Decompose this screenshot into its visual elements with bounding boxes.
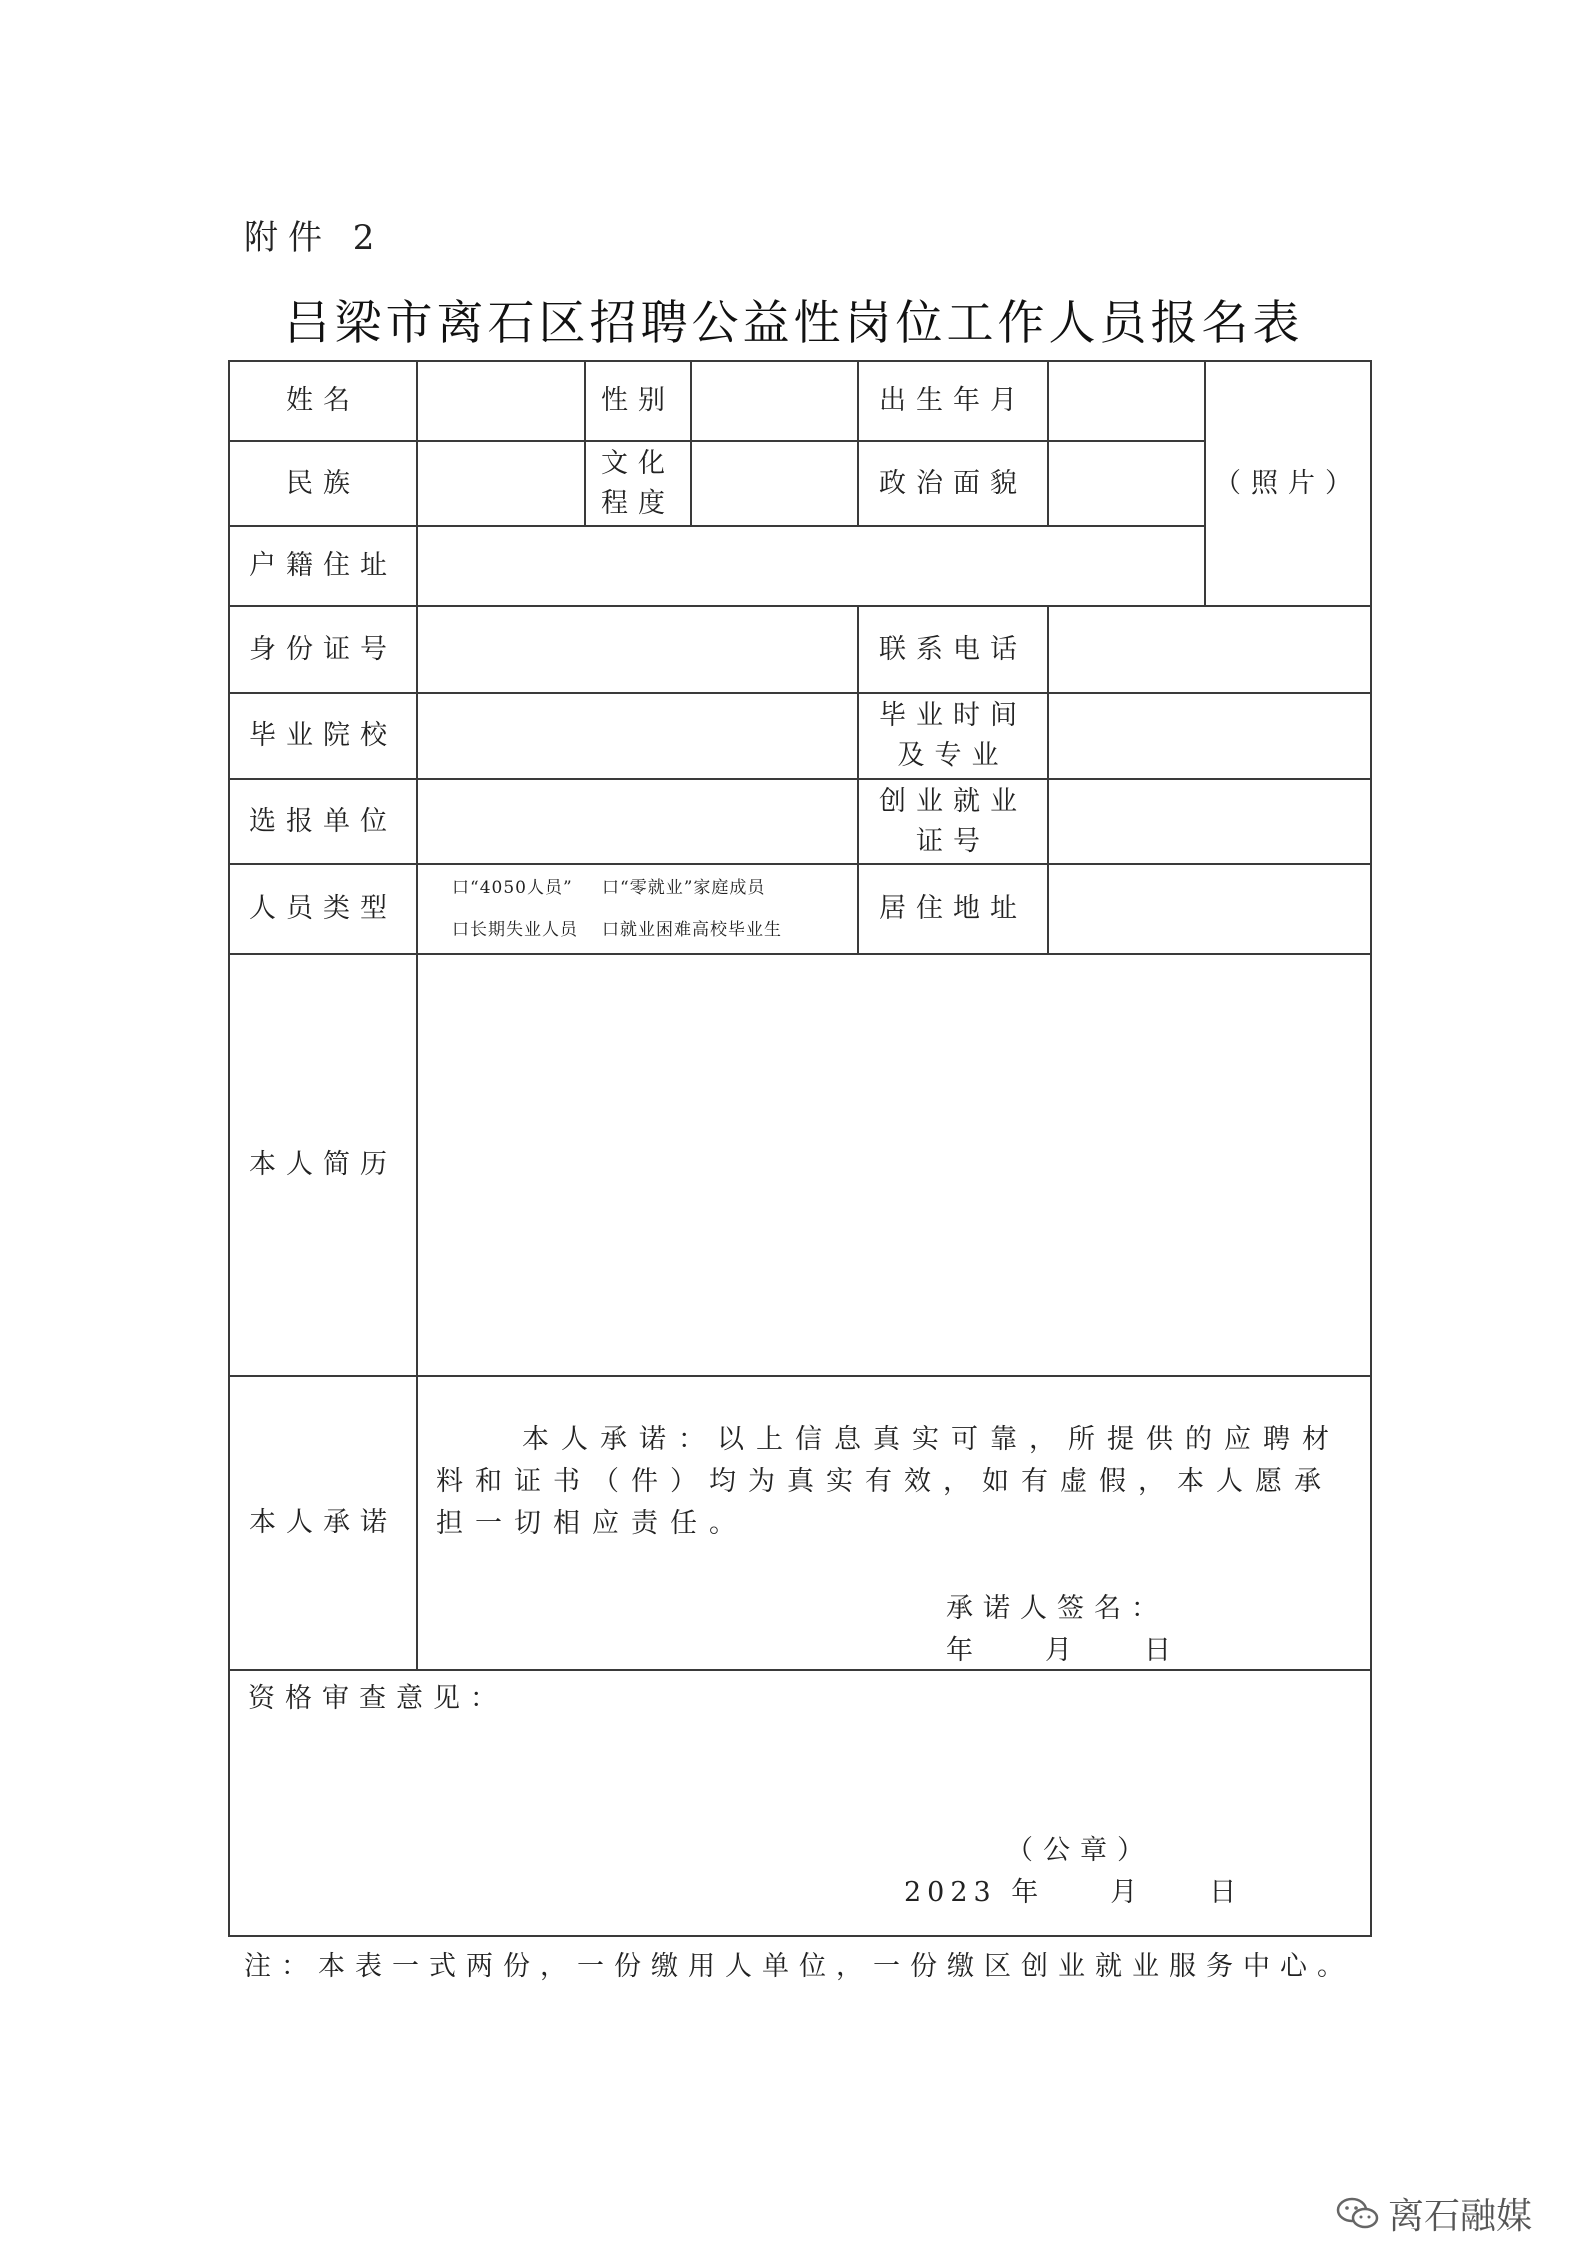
gender-field[interactable] bbox=[691, 361, 858, 441]
gender-label: 性别 bbox=[585, 361, 691, 441]
id-field[interactable] bbox=[417, 606, 858, 693]
school-label: 毕业院校 bbox=[229, 693, 417, 779]
unit-label: 选报单位 bbox=[229, 779, 417, 864]
residence-label: 户籍住址 bbox=[229, 526, 417, 606]
address-field[interactable] bbox=[1048, 864, 1371, 954]
employment-cert-label bbox=[858, 779, 1048, 864]
name-field[interactable] bbox=[417, 361, 585, 441]
person-type-option[interactable]: 口“4050人员” bbox=[452, 878, 573, 898]
ethnicity-field[interactable] bbox=[417, 441, 585, 526]
unit-field[interactable] bbox=[417, 779, 858, 864]
form-title: 吕梁市离石区招聘公益性岗位工作人员报名表 bbox=[283, 296, 1304, 351]
school-field[interactable] bbox=[417, 693, 858, 779]
id-label: 身份证号 bbox=[229, 606, 417, 693]
person-type-option[interactable]: 口就业困难高校毕业生 bbox=[602, 920, 782, 940]
political-label: 政治面貌 bbox=[858, 441, 1048, 526]
address-label: 居住地址 bbox=[858, 864, 1048, 954]
employment-cert-label-line2: 证号 bbox=[916, 825, 990, 857]
grad-label bbox=[858, 693, 1048, 779]
ethnicity-label: 民族 bbox=[229, 441, 417, 526]
signature-label[interactable]: 承诺人签名： bbox=[946, 1593, 1168, 1624]
employment-cert-label-line1: 创业就业 bbox=[879, 785, 1027, 817]
person-type-options bbox=[417, 864, 858, 954]
phone-field[interactable] bbox=[1048, 606, 1371, 693]
promise-cell bbox=[417, 1376, 1371, 1670]
watermark-text: 离石融媒 bbox=[1388, 2196, 1533, 2237]
watermark bbox=[1336, 2188, 1532, 2239]
person-type-row bbox=[452, 867, 857, 909]
review-cell bbox=[229, 1670, 1371, 1936]
education-field[interactable] bbox=[691, 441, 858, 526]
political-field[interactable] bbox=[1048, 441, 1205, 526]
attachment-label: 附件 2 bbox=[244, 218, 385, 258]
education-label bbox=[585, 441, 691, 526]
promise-label: 本人承诺 bbox=[229, 1376, 417, 1670]
review-label: 资格审查意见： bbox=[248, 1683, 507, 1714]
birth-label: 出生年月 bbox=[858, 361, 1048, 441]
education-label-line2: 程度 bbox=[601, 487, 675, 519]
review-date: 2023 年 月 日 bbox=[904, 1877, 1243, 1908]
promise-text: 本人承诺：以上信息真实可靠，所提供的应聘材料和证书（件）均为真实有效，如有虚假，本人愿承担一切相应责任。 bbox=[436, 1424, 1341, 1539]
residence-field[interactable] bbox=[417, 526, 1205, 606]
resume-label: 本人简历 bbox=[229, 954, 417, 1376]
person-type-row bbox=[452, 909, 857, 951]
resume-field[interactable] bbox=[417, 954, 1371, 1376]
signature-date[interactable]: 年 月 日 bbox=[946, 1635, 1177, 1666]
employment-cert-field[interactable] bbox=[1048, 779, 1371, 864]
photo-box[interactable]: （照片） bbox=[1205, 361, 1371, 606]
wechat-icon bbox=[1336, 2196, 1380, 2232]
birth-field[interactable] bbox=[1048, 361, 1205, 441]
grad-field[interactable] bbox=[1048, 693, 1371, 779]
phone-label: 联系电话 bbox=[858, 606, 1048, 693]
registration-form bbox=[228, 360, 1372, 1937]
grad-label-line1: 毕业时间 bbox=[879, 700, 1027, 731]
person-type-option[interactable]: 口长期失业人员 bbox=[452, 920, 578, 940]
grad-label-line2: 及专业 bbox=[897, 740, 1009, 771]
seal-label: （公章） bbox=[1006, 1835, 1154, 1866]
footer-note: 注：本表一式两份，一份缴用人单位，一份缴区创业就业服务中心。 bbox=[244, 1951, 1354, 1982]
person-type-option[interactable]: 口“零就业”家庭成员 bbox=[602, 878, 766, 898]
person-type-label: 人员类型 bbox=[229, 864, 417, 954]
name-label: 姓名 bbox=[229, 361, 417, 441]
education-label-line1: 文化 bbox=[601, 447, 675, 479]
